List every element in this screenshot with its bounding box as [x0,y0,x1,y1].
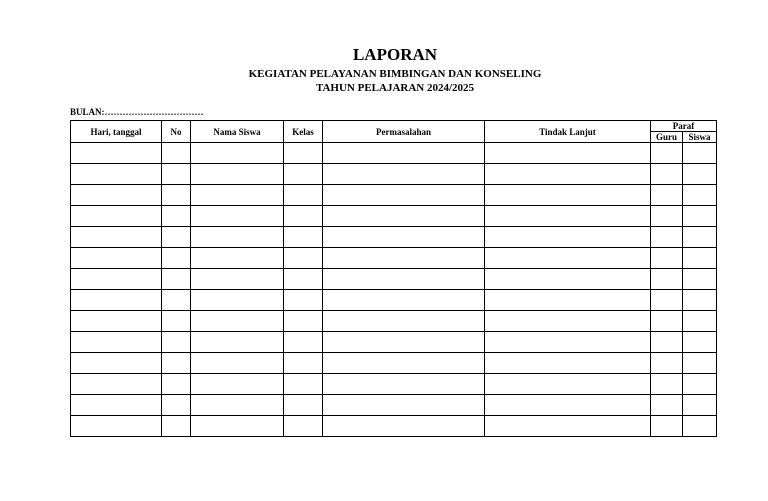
permasalahan-cell [323,374,485,395]
paraf-guru-cell [651,332,683,353]
paraf-siswa-cell [683,416,717,437]
no-cell [162,332,191,353]
table-row [71,143,717,164]
hari-tanggal-cell [71,332,162,353]
bulan-label: BULAN:…………………………… [70,107,204,117]
no-cell [162,374,191,395]
no-cell [162,206,191,227]
hari-tanggal-cell [71,164,162,185]
nama-siswa-cell [191,164,284,185]
academic-year: TAHUN PELAJARAN 2024/2025 [315,82,475,94]
nama-siswa-cell [191,206,284,227]
nama-siswa-cell [191,332,284,353]
column-header-kelas: Kelas [284,121,323,143]
table-row [71,269,717,290]
no-cell [162,416,191,437]
column-header-siswa: Siswa [683,132,717,143]
column-header-no: No [162,121,191,143]
no-cell [162,227,191,248]
kelas-cell [284,395,323,416]
column-header-permasalahan: Permasalahan [323,121,485,143]
column-header-tindak-lanjut: Tindak Lanjut [485,121,651,143]
paraf-guru-cell [651,311,683,332]
nama-siswa-cell [191,248,284,269]
table-row [71,353,717,374]
nama-siswa-cell [191,143,284,164]
permasalahan-cell [323,332,485,353]
hari-tanggal-cell [71,353,162,374]
permasalahan-cell [323,311,485,332]
permasalahan-cell [323,206,485,227]
column-header-hari-tanggal: Hari, tanggal [71,121,162,143]
table-row [71,374,717,395]
hari-tanggal-cell [71,143,162,164]
no-cell [162,395,191,416]
kelas-cell [284,206,323,227]
paraf-siswa-cell [683,248,717,269]
nama-siswa-cell [191,269,284,290]
tindak-lanjut-cell [485,164,651,185]
paraf-guru-cell [651,290,683,311]
table-row [71,164,717,185]
column-header-paraf: Paraf [651,121,717,132]
hari-tanggal-cell [71,206,162,227]
permasalahan-cell [323,185,485,206]
hari-tanggal-cell [71,248,162,269]
tindak-lanjut-cell [485,374,651,395]
permasalahan-cell [323,353,485,374]
hari-tanggal-cell [71,185,162,206]
permasalahan-cell [323,248,485,269]
hari-tanggal-cell [71,311,162,332]
paraf-siswa-cell [683,185,717,206]
report-table [70,120,717,437]
nama-siswa-cell [191,227,284,248]
kelas-cell [284,416,323,437]
permasalahan-cell [323,227,485,248]
no-cell [162,290,191,311]
permasalahan-cell [323,164,485,185]
table-row [71,395,717,416]
nama-siswa-cell [191,374,284,395]
paraf-siswa-cell [683,395,717,416]
no-cell [162,185,191,206]
tindak-lanjut-cell [485,248,651,269]
paraf-guru-cell [651,374,683,395]
report-subtitle: KEGIATAN PELAYANAN BIMBINGAN DAN KONSELING [248,68,542,80]
hari-tanggal-cell [71,395,162,416]
no-cell [162,269,191,290]
nama-siswa-cell [191,185,284,206]
nama-siswa-cell [191,395,284,416]
table-row [71,206,717,227]
kelas-cell [284,248,323,269]
paraf-siswa-cell [683,311,717,332]
table-row [71,332,717,353]
tindak-lanjut-cell [485,395,651,416]
page-title: LAPORAN [352,45,438,64]
kelas-cell [284,290,323,311]
tindak-lanjut-cell [485,227,651,248]
permasalahan-cell [323,395,485,416]
paraf-guru-cell [651,227,683,248]
paraf-siswa-cell [683,143,717,164]
table-row [71,416,717,437]
tindak-lanjut-cell [485,332,651,353]
paraf-siswa-cell [683,206,717,227]
paraf-siswa-cell [683,227,717,248]
report-table-body [71,143,717,437]
kelas-cell [284,143,323,164]
column-header-guru: Guru [651,132,683,143]
kelas-cell [284,332,323,353]
paraf-guru-cell [651,416,683,437]
tindak-lanjut-cell [485,143,651,164]
tindak-lanjut-cell [485,353,651,374]
permasalahan-cell [323,416,485,437]
paraf-siswa-cell [683,164,717,185]
kelas-cell [284,374,323,395]
permasalahan-cell [323,143,485,164]
paraf-siswa-cell [683,269,717,290]
tindak-lanjut-cell [485,206,651,227]
no-cell [162,353,191,374]
table-row [71,311,717,332]
table-row [71,248,717,269]
hari-tanggal-cell [71,290,162,311]
paraf-guru-cell [651,164,683,185]
paraf-siswa-cell [683,332,717,353]
no-cell [162,311,191,332]
table-row [71,227,717,248]
table-row [71,290,717,311]
no-cell [162,164,191,185]
permasalahan-cell [323,269,485,290]
kelas-cell [284,311,323,332]
nama-siswa-cell [191,416,284,437]
permasalahan-cell [323,290,485,311]
kelas-cell [284,353,323,374]
tindak-lanjut-cell [485,311,651,332]
nama-siswa-cell [191,311,284,332]
hari-tanggal-cell [71,269,162,290]
paraf-guru-cell [651,353,683,374]
paraf-guru-cell [651,206,683,227]
tindak-lanjut-cell [485,290,651,311]
paraf-siswa-cell [683,290,717,311]
paraf-guru-cell [651,143,683,164]
kelas-cell [284,164,323,185]
paraf-guru-cell [651,269,683,290]
nama-siswa-cell [191,290,284,311]
paraf-guru-cell [651,248,683,269]
tindak-lanjut-cell [485,185,651,206]
no-cell [162,248,191,269]
paraf-siswa-cell [683,353,717,374]
hari-tanggal-cell [71,227,162,248]
tindak-lanjut-cell [485,416,651,437]
kelas-cell [284,269,323,290]
kelas-cell [284,185,323,206]
paraf-guru-cell [651,185,683,206]
column-header-nama-siswa: Nama Siswa [191,121,284,143]
paraf-siswa-cell [683,374,717,395]
hari-tanggal-cell [71,416,162,437]
table-row [71,185,717,206]
nama-siswa-cell [191,353,284,374]
no-cell [162,143,191,164]
hari-tanggal-cell [71,374,162,395]
kelas-cell [284,227,323,248]
paraf-guru-cell [651,395,683,416]
tindak-lanjut-cell [485,269,651,290]
